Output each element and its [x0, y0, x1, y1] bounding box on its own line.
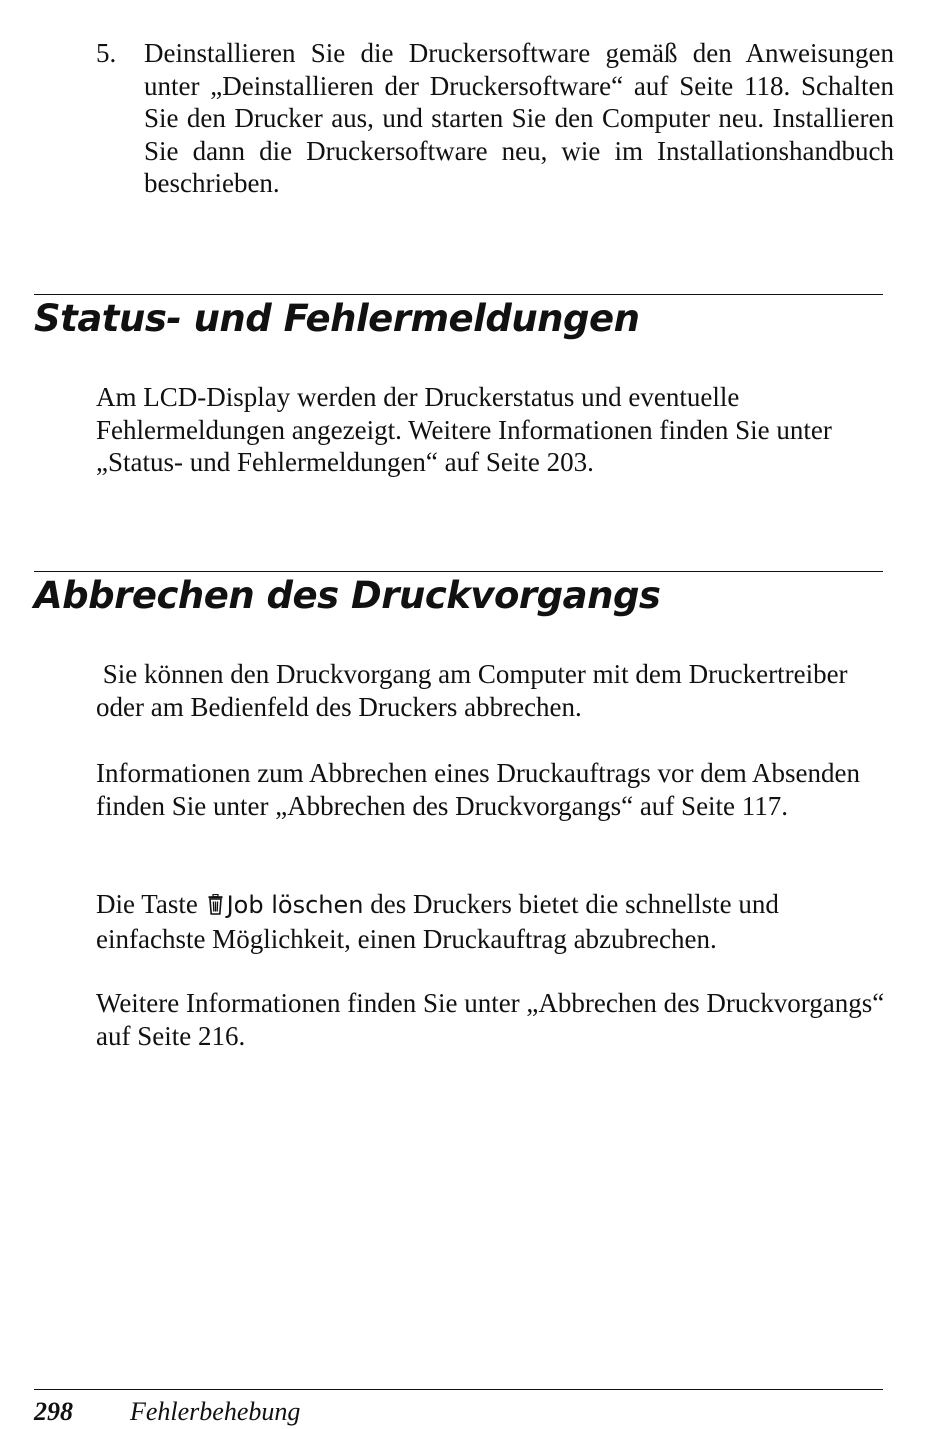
job-cancel-button-label: Job löschen: [226, 891, 364, 919]
list-item-text: Deinstallieren Sie die Druckersoftware gemäß den Anweisungen unter „Deinstallieren der Druckersoftware“ auf Seite 118. Schalten Sie den Drucker aus, und starten Sie den Computer neu. Installieren Sie dann die Druckersoftware neu, wie im Installationshandbuch beschrieben.: [144, 38, 894, 198]
paragraph-cancel-intro: Sie können den Druckvorgang am Computer mit dem Druckertreiber oder am Bedienfeld des Druckers abbrechen.: [96, 659, 855, 722]
page-number: 298: [34, 1397, 73, 1426]
paragraph-job-cancel-button: [96, 888, 886, 955]
trash-icon: [207, 890, 224, 923]
heading-status-messages: Status- und Fehlermeldungen: [34, 297, 640, 340]
list-number: 5.: [96, 38, 117, 68]
paragraph-further-info: Weitere Informationen finden Sie unter „Abbrechen des Druckvorgangs“ auf Seite 216.: [96, 988, 885, 1051]
section-rule-status: [34, 294, 883, 295]
footer-rule: [34, 1389, 883, 1390]
paragraph-text-after: des Druckers bietet die schnellste und einfachste Möglichkeit, einen Druckauftrag abzubrechen.: [96, 889, 779, 954]
paragraph-text-before: Die Taste: [96, 889, 198, 919]
paragraph-cancel-before-send: Informationen zum Abbrechen eines Druckauftrags vor dem Absenden finden Sie unter „Abbrechen des Druckvorgangs“ auf Seite 117.: [96, 758, 861, 821]
section-rule-cancel: [34, 571, 883, 572]
footer-section-title: Fehlerbehebung: [130, 1397, 301, 1426]
heading-cancel-printing: Abbrechen des Druckvorgangs: [34, 574, 661, 617]
paragraph-status-intro: Am LCD-Display werden der Druckerstatus und eventuelle Fehlermeldungen angezeigt. Weitere Informationen finden Sie unter „Status- und Fehlermeldungen“ auf Seite 203.: [96, 382, 832, 477]
